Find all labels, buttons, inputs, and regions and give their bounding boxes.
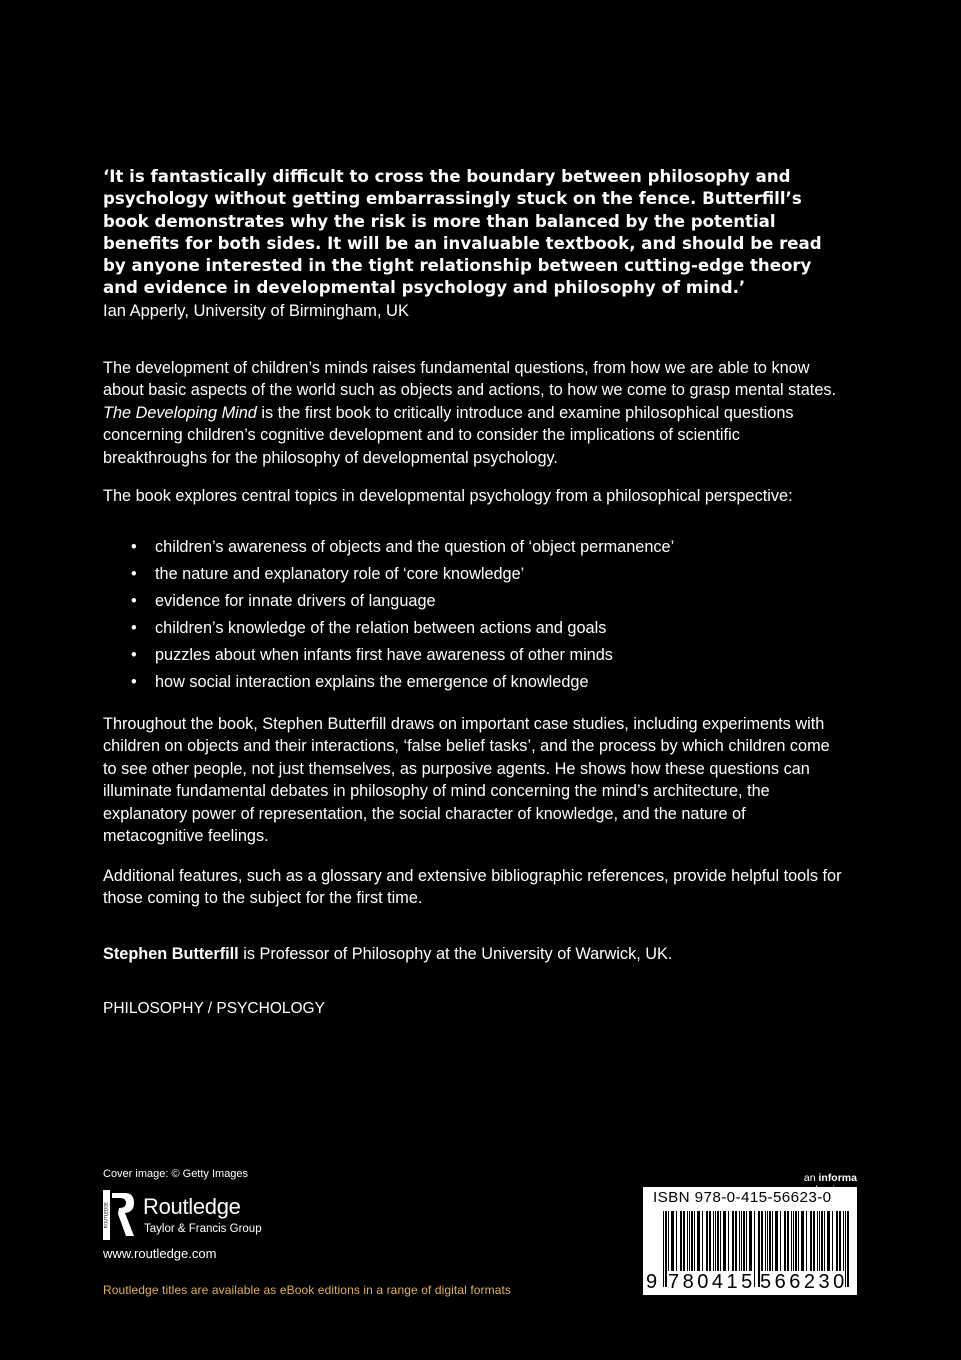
barcode-bar bbox=[787, 1211, 789, 1271]
barcode-bar bbox=[683, 1211, 685, 1271]
barcode-bar bbox=[798, 1211, 799, 1271]
ean-digits bbox=[643, 1271, 857, 1293]
ean-group-1: 780415 bbox=[668, 1271, 756, 1293]
description-paragraph-2: The book explores central topics in developmental psychology from a philosophical perspective: bbox=[103, 487, 793, 505]
barcode-bar bbox=[668, 1211, 669, 1271]
barcode-bar bbox=[676, 1211, 677, 1271]
barcode-bar bbox=[728, 1211, 729, 1271]
informa-brand: informa bbox=[818, 1172, 857, 1184]
barcode-bar bbox=[784, 1211, 786, 1271]
barcode-bar bbox=[732, 1211, 734, 1271]
endorsement-quote: ‘It is fantastically difficult to cross the boundary between philosophy and psychology without getting embarrassingly stuck on the fence. Butterfill’s book demonstrates why the risk is more than balanced by the potential benefits for both sides. It will be an invaluable textbook, and should be read by anyone interested in the tight relationship between cutting-edge theory and evidence in developmental psychology and philosophy of mind.’ bbox=[103, 167, 822, 298]
barcode-bar bbox=[819, 1211, 820, 1271]
isbn-barcode bbox=[643, 1187, 857, 1295]
barcode-bar bbox=[713, 1211, 714, 1271]
bullet-icon: • bbox=[131, 592, 137, 610]
routledge-logo bbox=[103, 1190, 278, 1244]
barcode-bar bbox=[680, 1211, 682, 1271]
quote-attribution: Ian Apperly, University of Birmingham, UK bbox=[103, 302, 409, 320]
barcode-bar bbox=[749, 1211, 752, 1271]
ebook-note: Routledge titles are available as eBook editions in a range of digital formats bbox=[103, 1283, 512, 1297]
bullet-icon: • bbox=[131, 565, 137, 583]
barcode-bar bbox=[743, 1211, 745, 1271]
barcode-bar bbox=[836, 1211, 838, 1271]
barcode-bar bbox=[843, 1211, 844, 1271]
barcode-bar bbox=[827, 1211, 830, 1271]
ean-lead-digit: 9 bbox=[646, 1271, 658, 1293]
barcode-bar bbox=[821, 1211, 823, 1271]
subject-category: PHILOSOPHY / PSYCHOLOGY bbox=[103, 1000, 325, 1017]
list-item bbox=[103, 561, 674, 588]
topic-text: children’s knowledge of the relation between actions and goals bbox=[155, 619, 607, 637]
barcode-bar bbox=[706, 1211, 708, 1271]
publisher-name: Routledge bbox=[143, 1194, 241, 1219]
bullet-icon: • bbox=[131, 538, 137, 556]
cover-credit: Cover image: © Getty Images bbox=[103, 1168, 249, 1180]
barcode-bar bbox=[702, 1211, 703, 1271]
barcode-bar bbox=[791, 1211, 792, 1271]
bullet-icon: • bbox=[131, 619, 137, 637]
barcode-bar bbox=[723, 1211, 726, 1271]
barcode-bar bbox=[775, 1211, 778, 1271]
barcode-bar bbox=[810, 1211, 812, 1271]
informa-prefix: an bbox=[803, 1172, 819, 1184]
barcode-bar bbox=[689, 1211, 690, 1271]
author-bio bbox=[103, 943, 843, 965]
publisher-website[interactable]: www.routledge.com bbox=[103, 1246, 217, 1261]
barcode-bar bbox=[817, 1211, 818, 1271]
list-item bbox=[103, 669, 674, 696]
ean-group-2: 566230 bbox=[760, 1271, 848, 1293]
topic-text: how social interaction explains the emergence of knowledge bbox=[155, 673, 589, 691]
barcode-bar bbox=[735, 1211, 737, 1271]
author-name: Stephen Butterfill bbox=[103, 945, 239, 963]
list-item bbox=[103, 534, 674, 561]
barcode-bar bbox=[793, 1211, 794, 1271]
list-item bbox=[103, 642, 674, 669]
barcode-bar bbox=[717, 1211, 719, 1271]
barcode-bar bbox=[780, 1211, 781, 1271]
description-paragraph-4: Additional features, such as a glossary and extensive bibliographic references, provide helpful tools for those coming to the subject for the first time. bbox=[103, 867, 842, 908]
barcode-bar bbox=[832, 1211, 833, 1271]
barcode-bar bbox=[739, 1211, 740, 1271]
barcode-bar bbox=[795, 1211, 797, 1271]
barcode-bar bbox=[767, 1211, 768, 1271]
barcode-bar bbox=[720, 1211, 721, 1271]
barcode-bar bbox=[761, 1211, 763, 1271]
publisher-group: Taylor & Francis Group bbox=[144, 1223, 262, 1235]
book-title: The Developing Mind bbox=[103, 403, 257, 422]
barcode-bar bbox=[697, 1211, 700, 1271]
topic-text: puzzles about when infants first have awareness of other minds bbox=[155, 646, 613, 664]
barcode-bar bbox=[691, 1211, 693, 1271]
topic-text: evidence for innate drivers of language bbox=[155, 592, 436, 610]
barcode-bar bbox=[694, 1211, 695, 1271]
barcode-bar bbox=[813, 1211, 815, 1271]
barcode-bar bbox=[824, 1211, 825, 1271]
list-item bbox=[103, 615, 674, 642]
barcode-bar bbox=[671, 1211, 674, 1271]
routledge-r-icon bbox=[103, 1190, 135, 1240]
barcode-bar bbox=[806, 1211, 807, 1271]
bullet-icon: • bbox=[131, 646, 137, 664]
barcode-bar bbox=[741, 1211, 742, 1271]
bullet-icon: • bbox=[131, 673, 137, 691]
barcode-bar bbox=[746, 1211, 747, 1271]
list-item bbox=[103, 588, 674, 615]
topics-list bbox=[103, 534, 674, 696]
description-paragraph-3: Throughout the book, Stephen Butterfill draws on important case studies, including experiments with children on objects and their interactions, ‘false belief tasks’, and the process by which children come to see other people, not just themselves, as purposive agents. He shows how these questions can illuminate fundamental debates in philosophy of mind concerning the mind’s architecture, the explanatory power of representation, the social character of knowledge, and the nature of metacognitive feelings. bbox=[103, 715, 830, 846]
p1-after: is the first book to critically introduce and examine philosophical questions concerning children’s cognitive development and to consider the implications of scientific breakthroughs for the philosophy of developmental psychology. bbox=[103, 403, 794, 467]
barcode-bar bbox=[772, 1211, 773, 1271]
barcode-bar bbox=[769, 1211, 771, 1271]
p1-before: The development of children’s minds raises fundamental questions, from how we are able to know about basic aspects of the world such as objects and actions, to how we come to grasp mental states. bbox=[103, 359, 837, 400]
barcode-bar bbox=[709, 1211, 711, 1271]
topic-text: the nature and explanatory role of ‘core knowledge’ bbox=[155, 565, 525, 583]
logo-vertical-text: ROUTLEDGE bbox=[103, 1202, 109, 1228]
barcode-bar bbox=[839, 1211, 841, 1271]
isbn-number: ISBN 978-0-415-56623-0 bbox=[653, 1189, 832, 1206]
barcode-bar bbox=[765, 1211, 766, 1271]
barcode-bar bbox=[687, 1211, 688, 1271]
barcode-bar bbox=[801, 1211, 804, 1271]
description-paragraph-1 bbox=[103, 357, 843, 469]
topic-text: children’s awareness of objects and the question of ‘object permanence’ bbox=[155, 538, 675, 556]
author-bio-text: is Professor of Philosophy at the University of Warwick, UK. bbox=[238, 945, 673, 963]
barcode-bar bbox=[715, 1211, 716, 1271]
